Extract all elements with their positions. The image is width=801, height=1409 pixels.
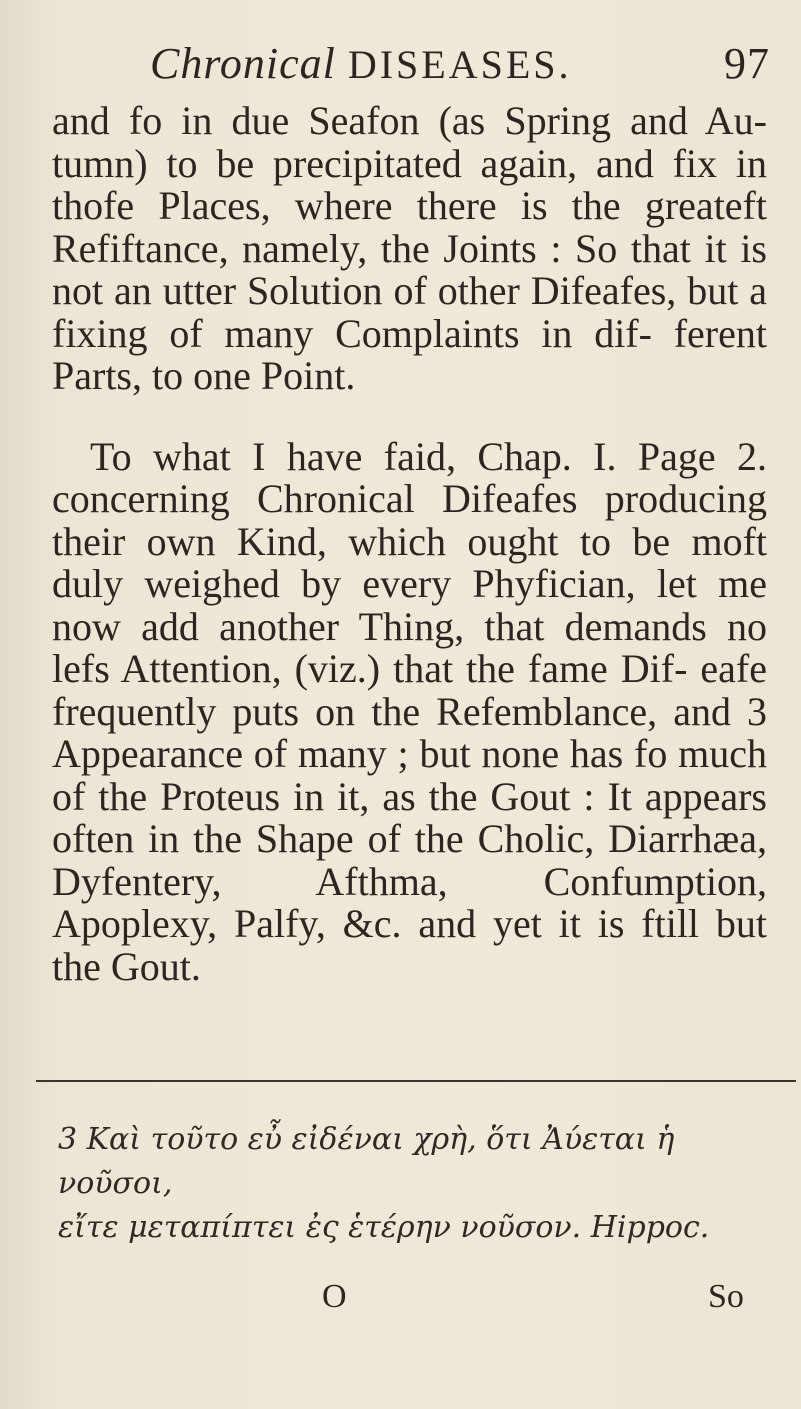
catchword: So [708, 1278, 744, 1315]
paragraph: To what I have faid, Chap. I. Page 2. concerning Chronical Difeafes producing their own Kind, which ought to be moft duly weighed by every Phyfician, let me now add another Thing, that demands no lefs Attention, (viz.) that the fame Dif- eafe frequently puts on the Refemblance, and 3 Appearance of many ; but none has fo much of the Proteus in it, as the Gout : It appears often in the Shape of the Cholic, Diarrhæa, Dyfentery, Afthma, Confumption, Apoplexy, Palfy, &c. and yet it is ftill but the Gout. [52, 433, 767, 989]
footnote-line: εἴτε μεταπίπτει ἐς ἑτέρην νοῦσον. Hippoc. [58, 1210, 710, 1245]
footnote-line: 3 Καὶ τοῦτο εὖ εἰδέναι χρὴ, ὅτι Ἀύεται ἡ νοῦσοι, [58, 1122, 675, 1201]
running-title [150, 38, 572, 89]
body-text [52, 100, 767, 988]
running-title-main: DISEASES. [347, 42, 572, 87]
footnote [58, 1118, 758, 1250]
running-head [150, 38, 770, 98]
signature-mark: O [322, 1278, 347, 1315]
paragraph: and fo in due Seafon (as Spring and Au- tumn) to be precipitated again, and fix in thofe Places, where there is the greateft Refiftance, namely, the Joints : So that it is not an utter Solution of other Difeafes, but a fixing of many Complaints in dif- ferent Parts, to one Point. [52, 98, 767, 398]
footnote-rule [36, 1080, 796, 1082]
page-number: 97 [724, 39, 770, 88]
running-title-prefix: Chronical [150, 39, 336, 88]
page-footer [0, 1278, 801, 1318]
